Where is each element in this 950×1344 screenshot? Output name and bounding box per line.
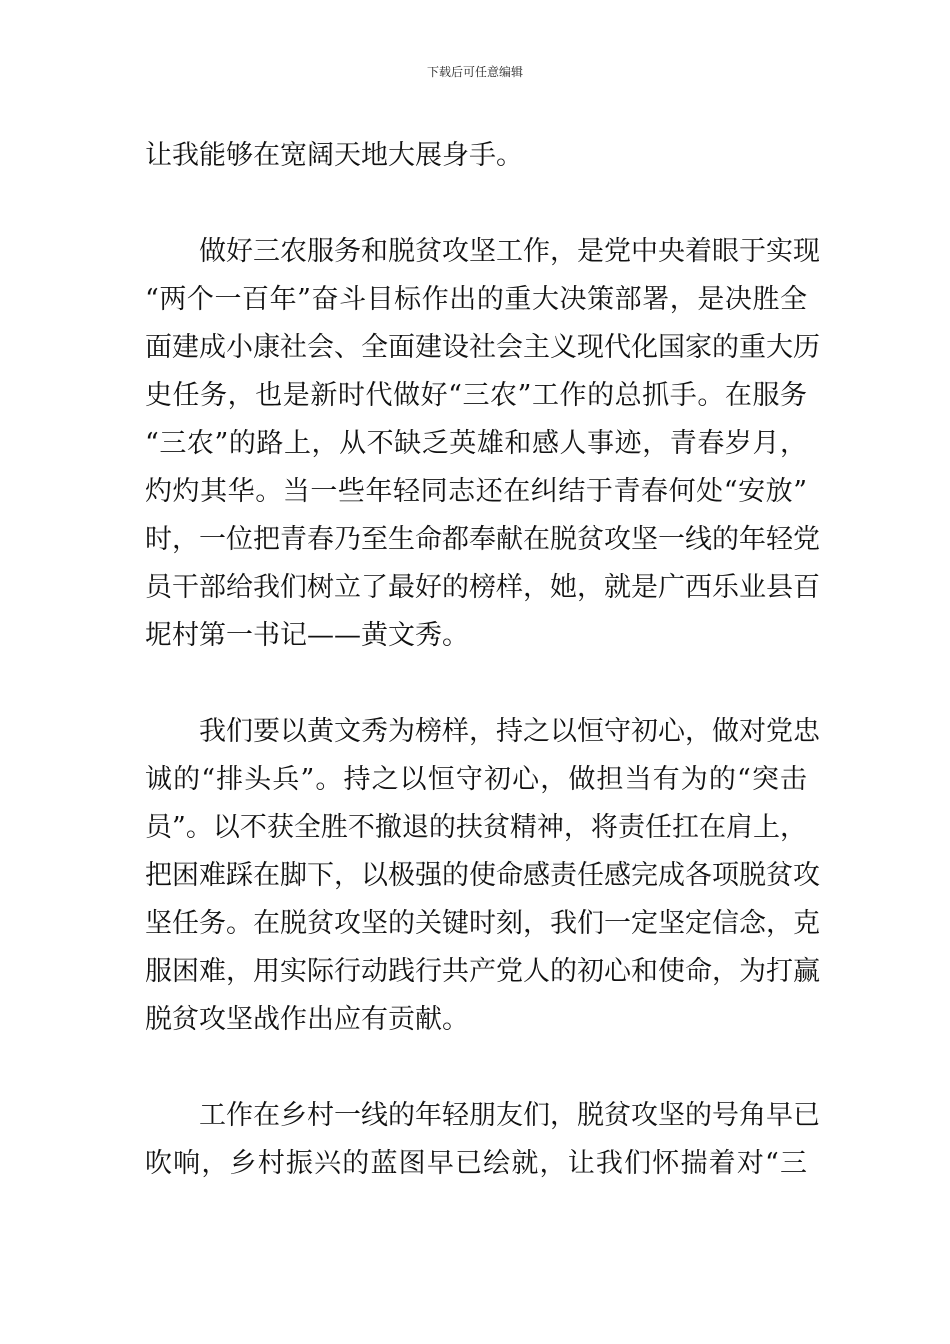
- text-line: 让我能够在宽阔天地大展身手。: [145, 140, 523, 171]
- text-line: 员干部给我们树立了最好的榜样，她，就是广西乐业县百: [145, 572, 820, 603]
- paragraph-1: [145, 132, 807, 180]
- text-line: 我们要以黄文秀为榜样，持之以恒守初心，做对党忠: [199, 716, 820, 747]
- paragraph-spacer: [145, 1044, 807, 1092]
- document-body: [145, 132, 820, 1188]
- paragraph-spacer: [145, 180, 807, 228]
- text-line: 员”。以不获全胜不撤退的扶贫精神，将责任扛在肩上，: [145, 812, 807, 843]
- text-line: 诚的“排头兵”。持之以恒守初心，做担当有为的“突击: [145, 764, 807, 795]
- text-line: “两个一百年”奋斗目标作出的重大决策部署，是决胜全: [145, 284, 807, 315]
- text-line: 把困难踩在脚下，以极强的使命感责任感完成各项脱贫攻: [145, 860, 820, 891]
- text-line: 坭村第一书记——黄文秀。: [145, 620, 469, 651]
- paragraph-3: [145, 708, 820, 1044]
- text-line: 史任务，也是新时代做好“三农”工作的总抓手。在服务: [145, 380, 807, 411]
- text-line: “三农”的路上，从不缺乏英雄和感人事迹，青春岁月，: [145, 428, 807, 459]
- text-line: 服困难，用实际行动践行共产党人的初心和使命，为打赢: [145, 956, 820, 987]
- text-line: 灼灼其华。当一些年轻同志还在纠结于青春何处“安放”: [145, 476, 807, 507]
- page-header: 下载后可任意编辑: [426, 65, 523, 79]
- text-line: 坚任务。在脱贫攻坚的关键时刻，我们一定坚定信念，克: [145, 908, 820, 939]
- text-line: 时，一位把青春乃至生命都奉献在脱贫攻坚一线的年轻党: [145, 524, 820, 555]
- paragraph-2: [145, 228, 820, 660]
- paragraph-spacer: [145, 660, 807, 708]
- text-line: 吹响，乡村振兴的蓝图早已绘就，让我们怀揣着对“三: [145, 1148, 807, 1179]
- text-line: 做好三农服务和脱贫攻坚工作，是党中央着眼于实现: [199, 236, 820, 267]
- text-line: 脱贫攻坚战作出应有贡献。: [145, 1004, 469, 1035]
- text-line: 工作在乡村一线的年轻朋友们，脱贫攻坚的号角早已: [199, 1100, 820, 1131]
- paragraph-4: [145, 1092, 820, 1188]
- text-line: 面建成小康社会、全面建设社会主义现代化国家的重大历: [145, 332, 820, 363]
